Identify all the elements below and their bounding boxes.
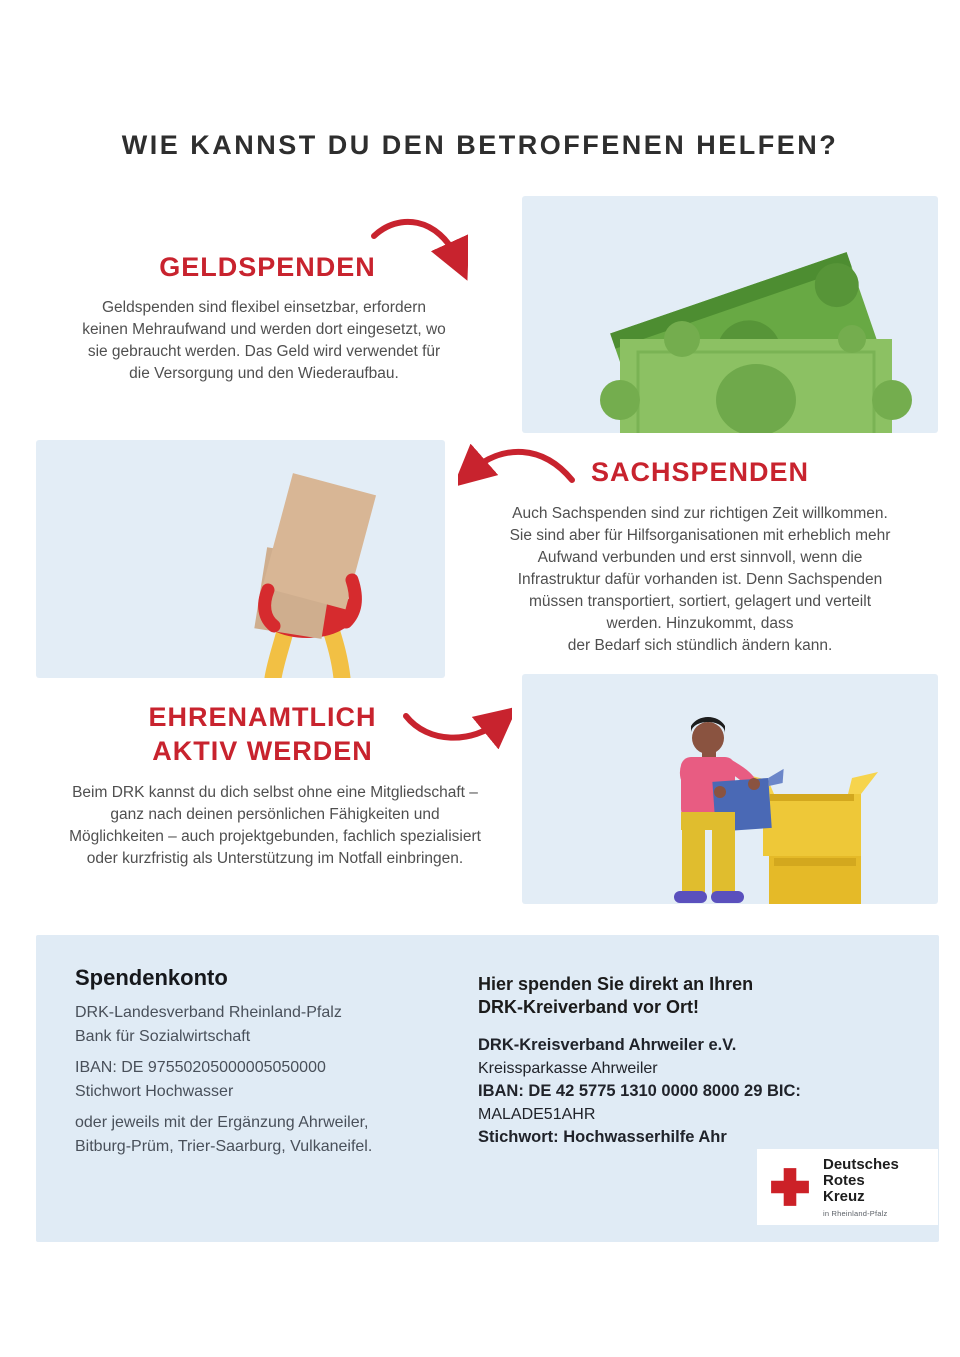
volunteer-illustration-panel xyxy=(522,674,938,904)
kreisverband-bank: Kreissparkasse Ahrweiler xyxy=(478,1060,658,1077)
direct-donation-block xyxy=(478,973,878,1149)
sachspenden-heading: SACHSPENDEN xyxy=(590,457,810,487)
kreisverband-name: DRK-Kreisverband Ahrweiler e.V. xyxy=(478,1036,737,1054)
curved-arrow-down-right-icon xyxy=(368,210,468,288)
spendenkonto-org-lines: DRK-Landesverband Rheinland-Pfalz Bank für Sozialwirtschaft xyxy=(75,1004,342,1045)
drk-logo-region: in Rheinland-Pfalz xyxy=(823,1208,888,1218)
banknotes-icon xyxy=(522,196,938,433)
spendenkonto-block xyxy=(75,965,445,1166)
drk-logo-text xyxy=(823,1157,899,1218)
direct-donation-heading: Hier spenden Sie direkt an Ihren DRK-Kreiverband vor Ort! xyxy=(478,974,754,1017)
drk-logo-name: Deutsches Rotes Kreuz xyxy=(823,1155,899,1205)
kreisverband-iban: IBAN: DE 42 5775 1310 0000 8000 29 BIC: xyxy=(478,1082,801,1100)
spendenkonto-iban-lines: IBAN: DE 97550205000005050000 Stichwort Hochwasser xyxy=(75,1059,326,1100)
red-cross-icon xyxy=(769,1166,811,1208)
kreisverband-stichwort: Stichwort: Hochwasserhilfe Ahr xyxy=(478,1128,727,1146)
page-title: WIE KANNST DU DEN BETROFFENEN HELFEN? xyxy=(121,130,839,160)
geldspenden-text: Geldspenden sind flexibel einsetzbar, erfordern keinen Mehraufwand und werden dort eingesetzt, wo sie gebraucht werden. Das Geld wird verwendet für die Versorgung und den Wiederaufbau. xyxy=(82,299,446,382)
spendenkonto-heading: Spendenkonto xyxy=(75,965,228,990)
kreisverband-bic: MALADE51AHR xyxy=(478,1106,596,1123)
money-illustration-panel xyxy=(522,196,938,433)
spendenkonto-ergaenzung-lines: oder jeweils mit der Ergänzung Ahrweiler, Bitburg-Prüm, Trier-Saarburg, Vulkaneifel. xyxy=(75,1114,373,1155)
carrying-person-panel xyxy=(36,440,445,678)
donation-footer-panel xyxy=(36,935,939,1242)
curved-arrow-up-right-icon xyxy=(400,702,512,754)
volunteer-packing-boxes-icon xyxy=(522,674,938,904)
drk-logo xyxy=(757,1149,938,1225)
sachspenden-text: Auch Sachspenden sind zur richtigen Zeit willkommen. Sie sind aber für Hilfsorganisationen mit erheblich mehr Aufwand verbunden und erst sinnvoll, wenn die Infrastruktur dafür vorhanden ist. Denn Sachspenden müssen transportiert, sortiert, gelagert und verteilt werden. Hinzukommt, dass der Bedarf sich stündlich ändern kann. xyxy=(509,505,891,654)
geldspenden-heading: GELDSPENDEN xyxy=(159,252,376,282)
ehrenamtlich-heading: EHRENAMTLICH AKTIV WERDEN xyxy=(148,702,377,766)
person-carrying-boxes-icon xyxy=(36,440,445,678)
ehrenamtlich-text: Beim DRK kannst du dich selbst ohne eine Mitgliedschaft – ganz nach deinen persönlichen Fähigkeiten und Möglichkeiten – auch projektgebunden, fachlich spezialisiert oder kurzfristig als Unterstützung im Notfall einbringen. xyxy=(69,784,481,867)
